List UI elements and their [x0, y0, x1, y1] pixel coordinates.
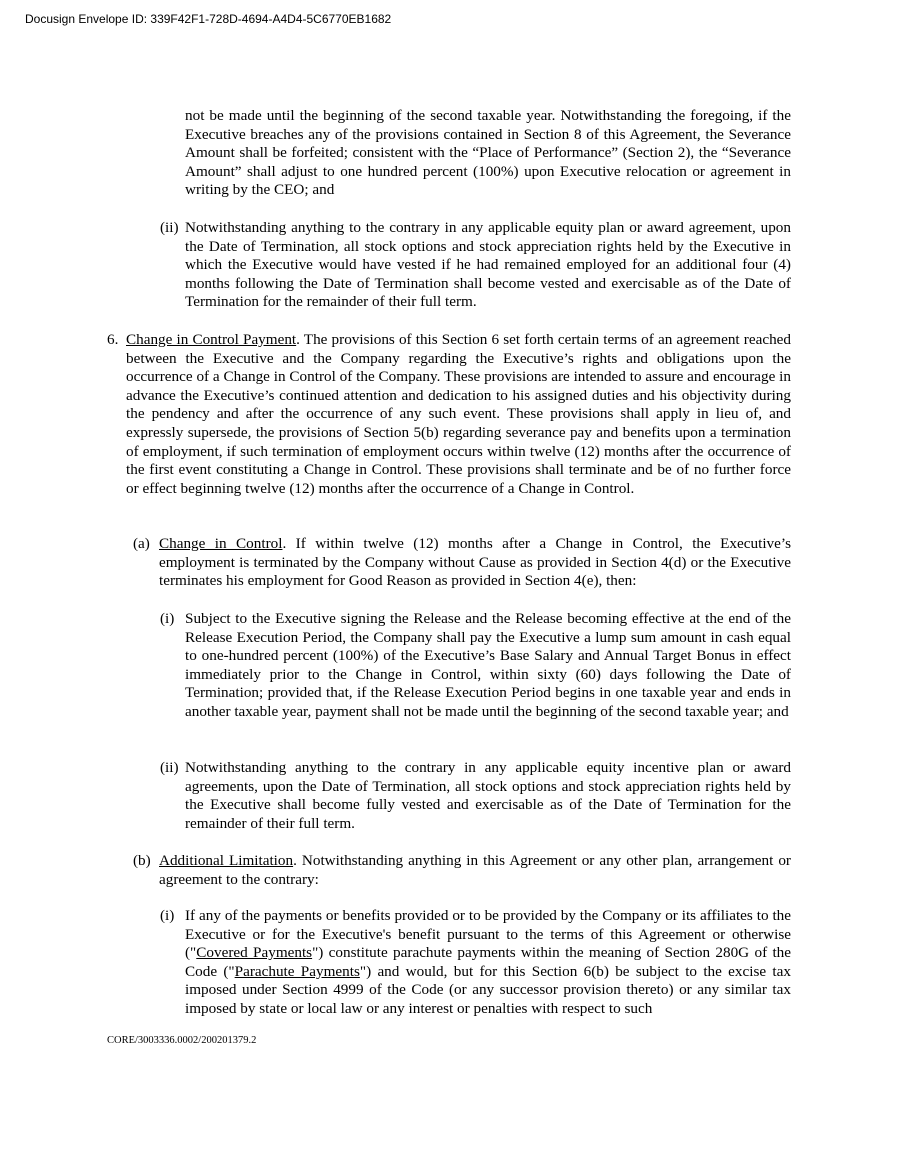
section-heading: Change in Control Payment [126, 331, 297, 348]
paragraph-5b-ii: Notwithstanding anything to the contrary in any applicable equity plan or award agreement, upon the Date of Termination, all stock options and stock appreciation rights held by the Executive in which the Executive would have vested if he had remained employed for an additional four (4) months following the Date of Termination shall become vested and exercisable as of the Date of Termination for the remainder of their full term. [185, 219, 791, 311]
section-6-paragraph [126, 331, 791, 498]
text-run: ") constitute parachute payments within the meaning of Section 280G of the Code (" [185, 944, 791, 980]
section-number: 6. [107, 331, 119, 348]
item-label: (i) [160, 610, 175, 627]
subsection-heading: Additional Limitation [159, 852, 294, 869]
paragraph-6b-i [185, 907, 791, 1019]
paragraph-6a [159, 535, 791, 591]
paragraph-6b [159, 852, 791, 889]
section-text: . The provisions of this Section 6 set forth certain terms of an agreement reached between the Executive and the Company regarding the Executive’s rights and obligations upon the occurrence of a Change in Control of the Company. These provisions are intended to assure and encourage in advance the Executive’s continued attention and dedication to his assigned duties and his objectivity during the pendency and after the occurrence of any such event. These provisions shall apply in lieu of, and expressly supersede, the provisions of Section 5(b) regarding severance pay and benefits upon a termination of employment, if such termination of employment occurs within twelve (12) months after the occurrence of the first event constituting a Change in Control. These provisions shall terminate and be of no further force or effect beginning twelve (12) months after the occurrence of a Change in Control. [126, 331, 791, 497]
item-label: (i) [160, 907, 175, 924]
item-label: (a) [133, 535, 150, 552]
document-footer-id: CORE/3003336.0002/200201379.2 [107, 1035, 257, 1046]
item-label: (b) [133, 852, 151, 869]
text-run: If any of the payments or benefits provided or to be provided by the Company or its affiliates to the Executive or for the Executive's benefit pursuant to the terms of this Agreement or otherwise (" [185, 907, 791, 962]
text-run: ") and would, but for this Section 6(b) be subject to the excise tax imposed under Section 4999 of the Code (or any successor provision thereto) or any similar tax imposed by state or local law or any interest or penalties with respect to such [185, 962, 791, 1017]
subsection-text: . If within twelve (12) months after a Change in Control, the Executive’s employment is terminated by the Company without Cause as provided in Section 4(d) or the Executive terminates his employment for Good Reason as provided in Section 4(e), then: [159, 535, 792, 590]
envelope-id: Docusign Envelope ID: 339F42F1-728D-4694-A4D4-5C6770EB1682 [25, 12, 392, 26]
defined-term: Covered Payments [196, 944, 313, 962]
subsection-heading: Change in Control [159, 535, 283, 552]
defined-term: Parachute Payments [234, 962, 360, 980]
subsection-text: . Notwithstanding anything in this Agreement or any other plan, arrangement or agreement to the contrary: [159, 852, 791, 888]
item-label: (ii) [160, 219, 179, 236]
paragraph-continuation: not be made until the beginning of the second taxable year. Notwithstanding the foregoing, if the Executive breaches any of the provisions contained in Section 8 of this Agreement, the Severance Amount shall be forfeited; consistent with the “Place of Performance” (Section 2), the “Severance Amount” shall adjust to one hundred percent (100%) upon Executive relocation or agreement in writing by the CEO; and [185, 107, 791, 199]
paragraph-6a-i: Subject to the Executive signing the Release and the Release becoming effective at the end of the Release Execution Period, the Company shall pay the Executive a lump sum amount in cash equal to one-hundred percent (100%) of the Executive’s Base Salary and Annual Target Bonus in effect immediately prior to the Change in Control, within sixty (60) days following the Date of Termination; provided that, if the Release Execution Period begins in one taxable year and ends in another taxable year, payment shall not be made until the beginning of the second taxable year; and [185, 610, 791, 720]
paragraph-6a-ii: Notwithstanding anything to the contrary in any applicable equity incentive plan or award agreements, upon the Date of Termination, all stock options and stock appreciation rights held by the Executive shall become fully vested and exercisable as of the Date of Termination for the remainder of their full term. [185, 759, 791, 832]
item-label: (ii) [160, 759, 179, 776]
